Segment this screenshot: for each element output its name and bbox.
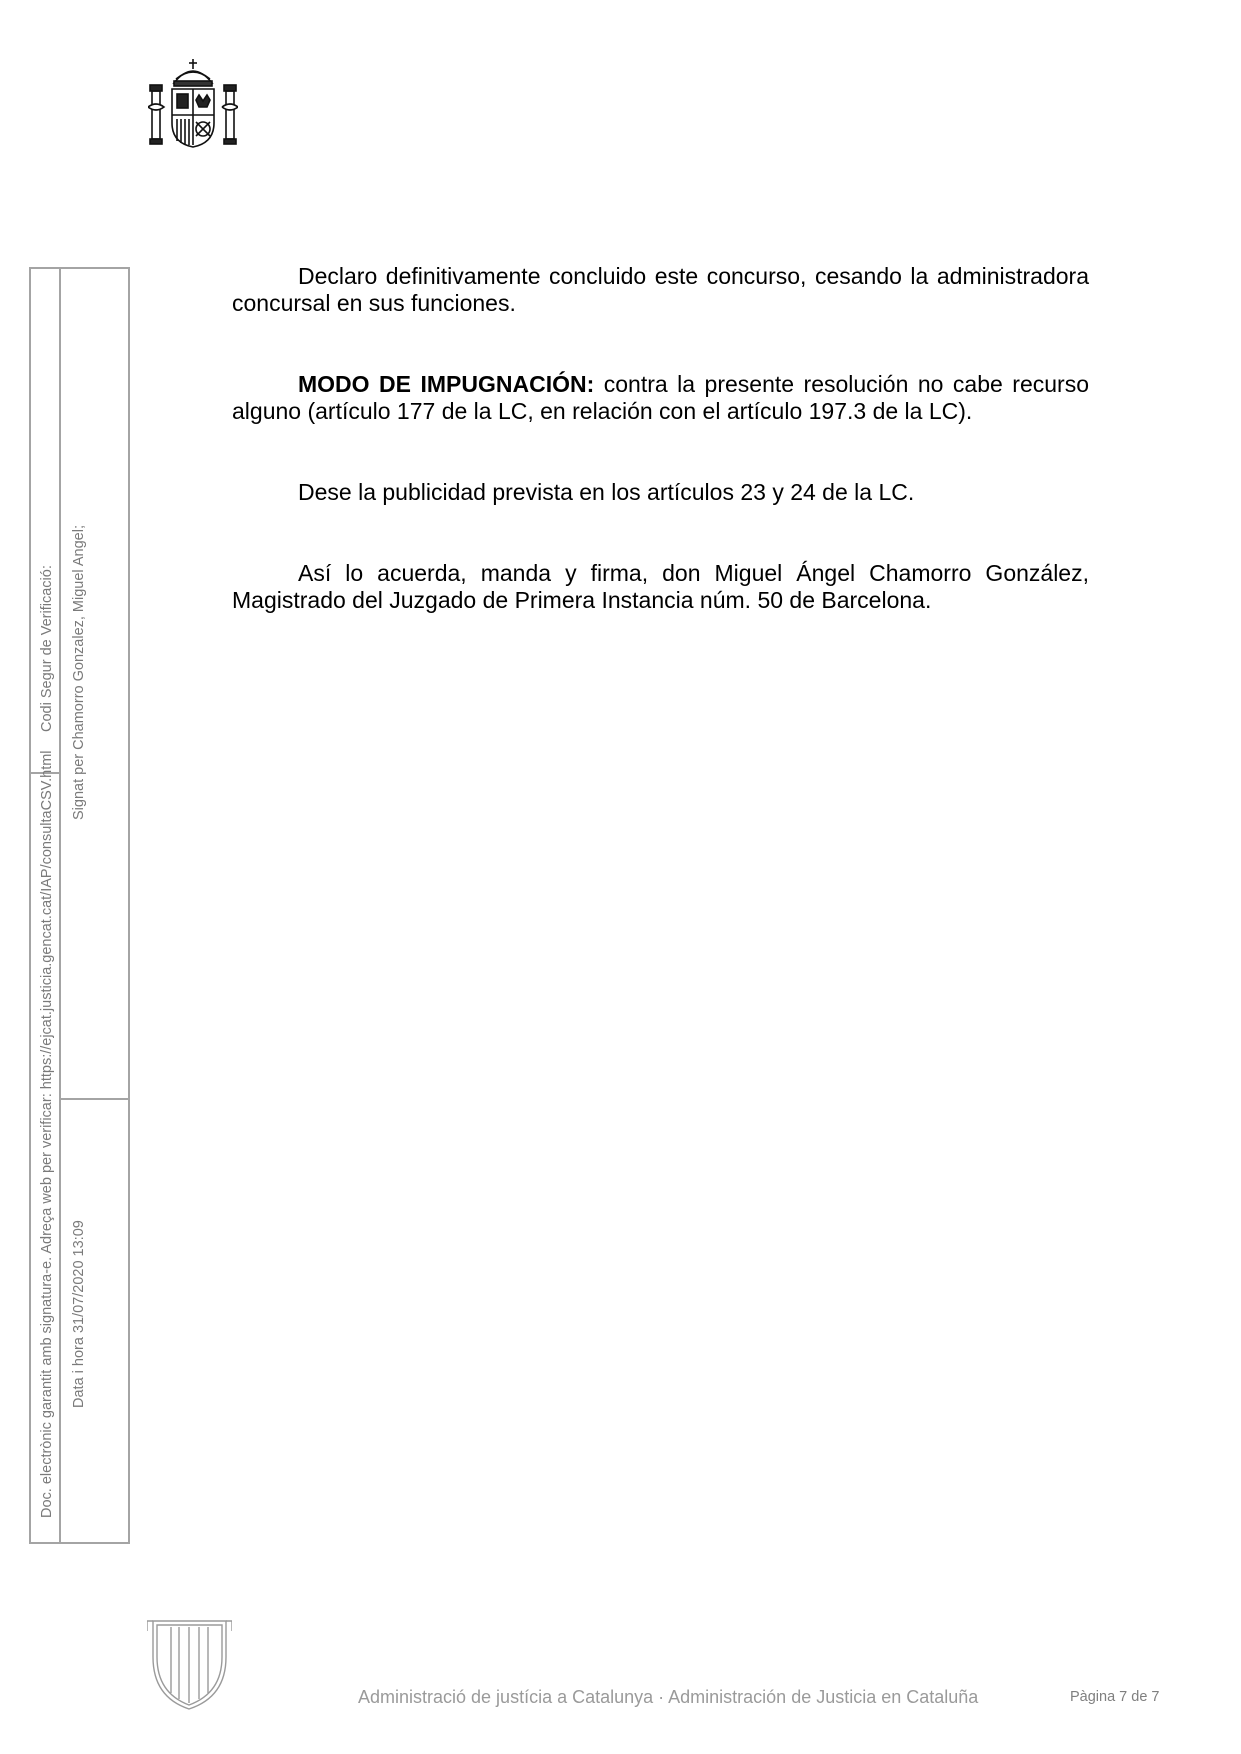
impugnation-paragraph: MODO DE IMPUGNACIÓN: contra la presente resolución no cabe recurso alguno (artículo 177 de la LC, en relación con el artículo 197.3 de la LC). (232, 371, 1089, 424)
signature-paragraph: Así lo acuerda, manda y firma, don Miguel Ángel Chamorro González, Magistrado del Juzgado de Primera Instancia núm. 50 de Barcelona. (232, 560, 1089, 613)
resolution-body (232, 263, 1089, 614)
signed-by-text: Signat per Chamorro Gonzalez, Miguel Angel; (71, 525, 87, 820)
footer-administration-text: Administració de justícia a Catalunya · Administración de Justicia en Cataluña (358, 1687, 979, 1707)
publicity-paragraph: Dese la publicidad prevista en los artículos 23 y 24 de la LC. (298, 479, 915, 505)
page-number: Pàgina 7 de 7 (1070, 1689, 1160, 1705)
divider (59, 1098, 130, 1100)
verification-code-label: Codi Segur de Verificació: (39, 565, 55, 732)
verification-url-text: Doc. electrònic garantit amb signatura-e. Adreça web per verificar: https://ejcat.justicia.gencat.cat/IAP/consultaCSV.html (39, 750, 55, 1518)
coat-of-arms-icon (148, 57, 238, 153)
generalitat-logo-icon (147, 1617, 232, 1713)
impugnation-heading: MODO DE IMPUGNACIÓN: (298, 371, 595, 397)
conclusion-paragraph: Declaro definitivamente concluido este concurso, cesando la administradora concursal en sus funciones. (232, 263, 1089, 316)
divider (59, 269, 61, 1542)
signature-date-text: Data i hora 31/07/2020 13:09 (71, 1220, 87, 1408)
